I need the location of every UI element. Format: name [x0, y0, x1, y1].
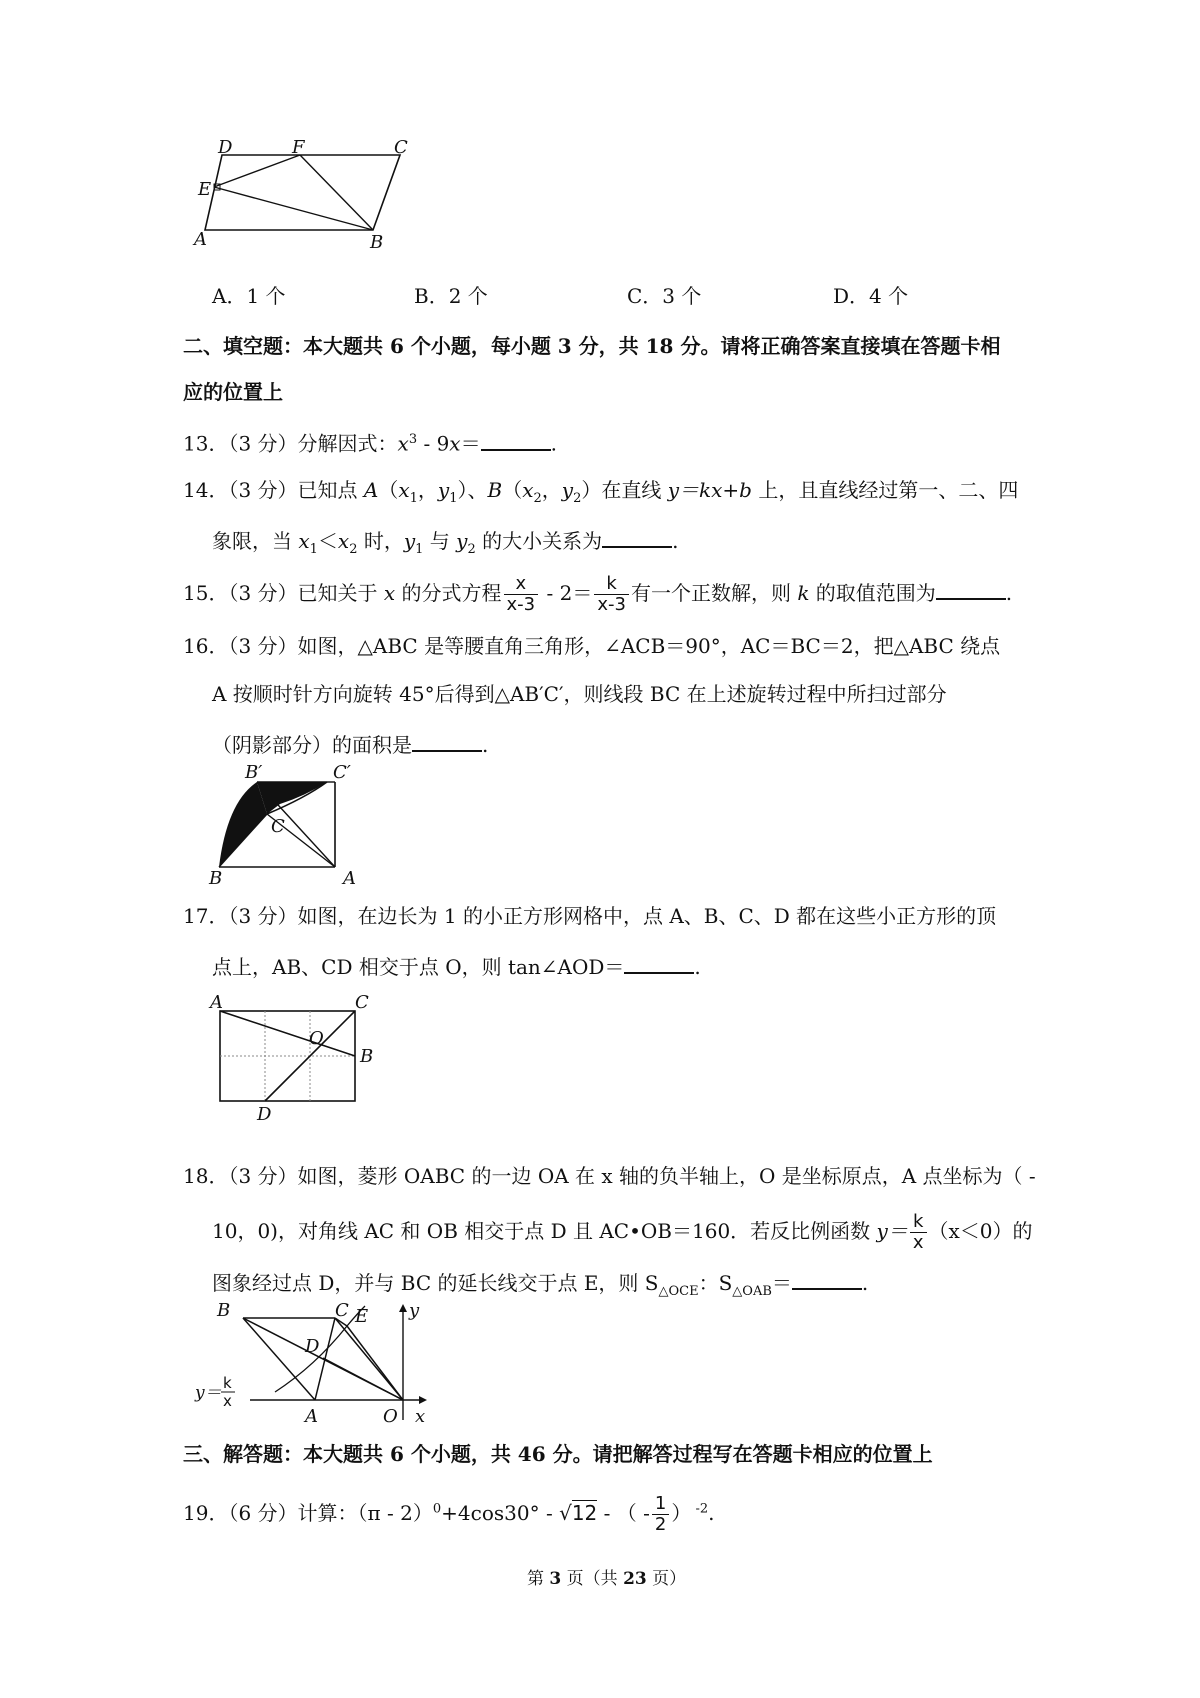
question-15: 15．（3 分）已知关于 x 的分式方程 $\frac{x}{x-3}$ - 2＝ $\frac{k}{x-3}$ 有一个正数解，则 k 的取值范围为 . — [183, 573, 1013, 615]
question-13: 13．（3 分）分解因式：$x^3 - 9x=$ . — [183, 428, 557, 456]
section3-heading: 三、解答题：本大题共 6 个小题，共 46 分。请把解答过程写在答题卡相应的位置上 — [183, 1442, 933, 1466]
answer-blank — [936, 578, 1006, 600]
option-c: C．3 个 — [627, 284, 702, 308]
label-A: A — [305, 1406, 318, 1427]
rotation-figure — [205, 762, 375, 887]
label-B: B — [217, 1300, 231, 1321]
label-C: C — [335, 1300, 349, 1321]
label-C: C — [394, 137, 408, 158]
label-E: E — [355, 1306, 369, 1327]
question-14-line1: 14．（3 分）已知点 $A(x_1$，$y_1$）、$B(x_2$，$y_2$）在直线 y＝kx+b 上，且直线经过第一、二、四 — [183, 478, 1019, 506]
grid-figure — [205, 992, 380, 1126]
label-B: B — [209, 868, 223, 889]
label-A: A — [343, 868, 356, 889]
question-16-line2: A 按顺时针方向旋转 45°后得到△AB′C′，则线段 BC 在上述旋转过程中所扫过部分 — [212, 682, 947, 706]
answer-blank — [792, 1268, 862, 1290]
label-B: B — [360, 1046, 374, 1067]
label-D: D — [305, 1336, 320, 1357]
page-footer: 第 3 页（共 23 页） — [527, 1569, 687, 1589]
fraction: $\frac{k}{x-3}$ — [594, 574, 629, 615]
label-F: F — [292, 137, 305, 158]
option-a: A．1 个 — [212, 284, 286, 308]
question-16-line3: （阴影部分）的面积是 . — [212, 730, 488, 757]
rhombus-figure — [195, 1300, 445, 1430]
answer-blank — [624, 952, 694, 974]
question-17-line1: 17．（3 分）如图，在边长为 1 的小正方形网格中，点 A、B、C、D 都在这些小正方形的顶 — [183, 904, 997, 928]
label-k: k — [223, 1374, 232, 1392]
label-A: A — [210, 992, 223, 1013]
label-O: O — [383, 1406, 398, 1427]
label-B-prime: B′ — [245, 762, 263, 783]
label-C-prime: C′ — [333, 762, 351, 783]
fraction: $\frac{k}{x}$ — [910, 1212, 927, 1253]
question-14-line2: 象限，当 $x_1<x_2$ 时，$y_1$ 与 $y_2$ 的大小关系为 . — [212, 526, 678, 562]
label-y-axis: y — [409, 1300, 420, 1321]
label-x-den: x — [223, 1392, 232, 1410]
label-C: C — [271, 816, 285, 837]
question-18-line1: 18．（3 分）如图，菱形 OABC 的一边 OA 在 x 轴的负半轴上，O 是坐标原点，A 点坐标为（ - — [183, 1164, 1036, 1188]
answer-blank — [481, 429, 551, 451]
question-18-line2: 10，0)，对角线 AC 和 OB 相交于点 D 且 AC•OB＝160．若反比例函数 y＝ $\frac{k}{x}$ （x＜0）的 — [212, 1211, 1033, 1253]
answer-blank — [602, 526, 672, 548]
question-16-line1: 16．（3 分）如图，△ABC 是等腰直角三角形，∠ACB＝90°，AC＝BC＝2，把△ABC 绕点 — [183, 634, 1001, 658]
fraction: $\frac{1}{2}$ — [652, 1494, 669, 1535]
answer-blank — [412, 730, 482, 752]
label-O: O — [309, 1028, 324, 1049]
sqrt-symbol: √ — [559, 1501, 572, 1525]
option-d: D．4 个 — [833, 284, 909, 308]
label-A: A — [194, 229, 207, 250]
question-19: 19．（6 分）计算：（π - 2）$^0$+4cos30° - √12 - （ - $\frac{1}{2}$ ） $^{-2}$. — [183, 1493, 715, 1535]
label-E: E — [198, 179, 212, 200]
fraction: $\frac{x}{x-3}$ — [504, 574, 539, 615]
parallelogram-figure — [190, 137, 420, 260]
label-y-eq: y＝ — [195, 1383, 222, 1403]
label-C: C — [355, 992, 369, 1013]
section2-heading-line2: 应的位置上 — [183, 380, 283, 404]
option-b: B．2 个 — [414, 284, 488, 308]
label-D: D — [218, 137, 233, 158]
label-x-axis: x — [415, 1406, 426, 1427]
question-18-line3: 图象经过点 D，并与 BC 的延长线交于点 E，则 $S_{\triangle OCE}$：$S_{\triangle OAB}=$ . — [212, 1268, 868, 1304]
section2-heading-line1: 二、填空题：本大题共 6 个小题，每小题 3 分，共 18 分。请将正确答案直接填在答题卡相 — [183, 334, 1001, 358]
label-B: B — [370, 232, 384, 253]
question-17-line2: 点上，AB、CD 相交于点 O，则 tan∠AOD＝ . — [212, 952, 701, 979]
label-D: D — [257, 1104, 272, 1125]
